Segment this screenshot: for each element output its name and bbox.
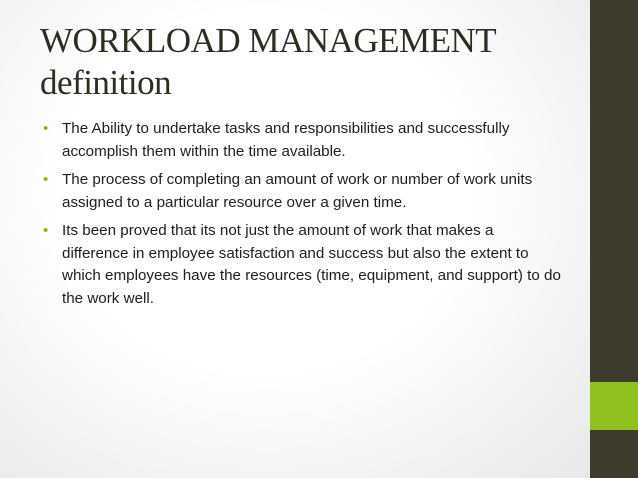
bullet-item-2 bbox=[41, 169, 561, 214]
bullet-text-1: The Ability to undertake tasks and responsibilities and successfully accomplish them within the time available. bbox=[62, 120, 510, 160]
title-line-2: definition bbox=[40, 63, 172, 102]
bullet-dot-icon: • bbox=[43, 222, 49, 239]
bullet-text-3: Its been proved that its not just the amount of work that makes a difference in employee satisfaction and success but also the extent to which employees have the resources (time, equipment, and support) to do the work well. bbox=[62, 222, 561, 307]
bullet-list bbox=[41, 118, 561, 316]
decorative-accent-block bbox=[590, 382, 638, 430]
title-line-1: WORKLOAD MANAGEMENT bbox=[40, 21, 497, 60]
bullet-item-1 bbox=[41, 118, 561, 163]
bullet-dot-icon: • bbox=[43, 120, 49, 137]
bullet-text-2: The process of completing an amount of work or number of work units assigned to a particular resource over a given time. bbox=[62, 171, 533, 211]
bullet-dot-icon: • bbox=[43, 171, 49, 188]
slide-title bbox=[40, 20, 580, 104]
bullet-item-3 bbox=[41, 220, 561, 310]
